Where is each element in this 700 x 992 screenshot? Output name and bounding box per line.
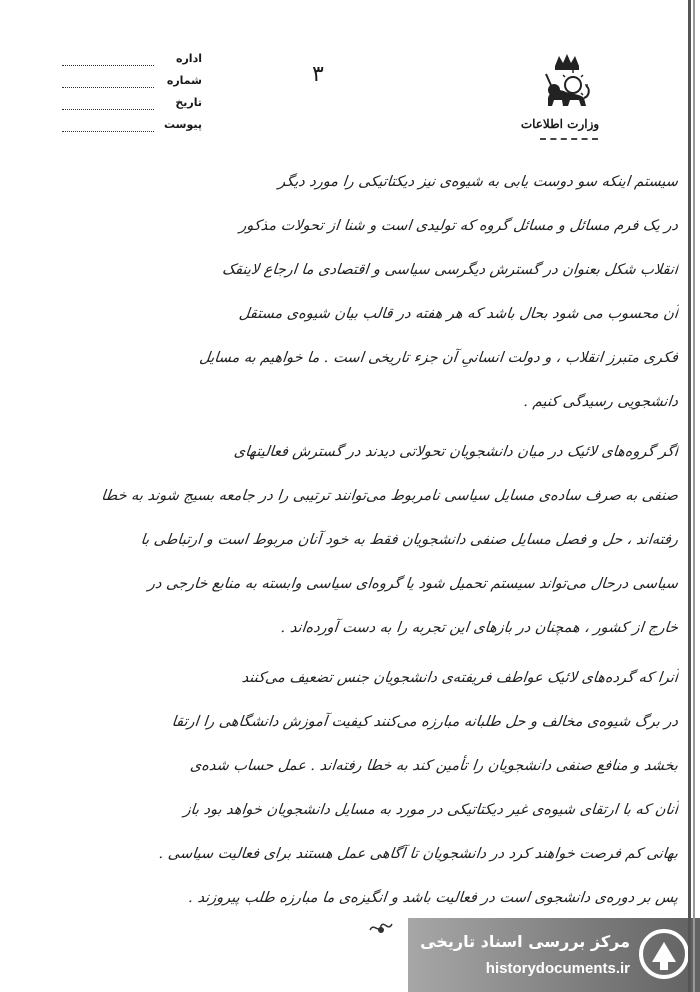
paragraph-3 [28,656,678,920]
text-line: بهانی کم فرصت خواهند کرد در دانشجویان تا آگاهی عمل هستند برای فعالیت سیاسی . [157,846,679,862]
text-line: آنرا که گرده‌های لائیک عواطف فریفته‌ی دانشجویان جنس تضعیف می‌کنند [241,670,679,686]
lion-and-sun-emblem-icon [540,52,594,112]
page-number: ۳ [312,62,324,87]
text-line: آن محسوب می شود بحال باشد که هر هفته در قالب بیان شیوه‌ی مستقل [238,306,679,322]
field-label: شماره [166,74,202,87]
text-line: رفته‌اند ، حل و فصل مسایل صنفی دانشجویان فقط به خود آنان مربوط است و ارتباطی با [139,532,679,548]
text-line: آنان که با ارتقای شیوه‌ی غیر دیکتاتیکی در مورد به مسایل دانشجویان خواهد بود باز [182,802,679,818]
field-date [62,96,202,118]
paragraph-1 [28,160,678,424]
scan-edge [682,0,700,992]
text-line: انقلاب شکل بعنوان در گسترش دیگرسی سیاسی و اقتصادی ما ارجاع لاینقک [221,262,679,278]
text-line: فکری متبرز انقلاب ، و دولت انسانیِ آن جزء تاریخی است . ما خواهیم به مسایل [198,350,679,366]
field-dotted-line [62,131,154,132]
text-line: در یک فرم مسائل و مسائل گروه که تولیدی است و شنا از تحولات مذکور [238,218,679,234]
field-dotted-line [62,87,154,88]
archive-url: historydocuments.ir [485,960,630,977]
text-line: بخشد و منافع صنفی دانشجویان را تأمین کند به خطا رفته‌اند . عمل حساب شده‌ی [189,758,679,774]
text-line: اگر گروه‌های لائیک در میان دانشجویان تحولاتی دیدند در گسترش فعالیتهای [233,444,679,460]
field-label: تاریخ [175,96,202,109]
text-line: خارج از کشور ، همچنان در بازهای این تجربه را به دست آورده‌اند . [279,620,679,636]
ministry-name: وزارت اطلاعات [520,117,600,131]
field-number [62,74,202,96]
text-line: پس بر دوره‌ی دانشجوی است در فعالیت باشد و انگیزه‌ی ما مبارزه طلب پیروزند . [187,890,679,906]
field-attachment [62,118,202,140]
ministry-underline [540,138,598,140]
text-line: صنفی به صرف ساده‌ی مسایل سیاسی نامربوط می‌توانند ترتیبی را در جامعه بسیج شوند به خطا [100,488,679,504]
archive-watermark [408,918,700,992]
field-department [62,52,202,74]
text-line: سیاسی درحال می‌تواند سیستم تحمیل شود یا گروه‌ای سیاسی وابسته به منابع خارجی در [147,576,679,592]
handwritten-body [28,160,678,920]
archive-title: مرکز بررسی اسناد تاریخی [420,932,630,951]
seal-mark-icon [368,918,394,936]
text-line: دانشجویی رسیدگی کنیم . [522,394,679,410]
field-label: پیوست [164,118,202,131]
text-line: در برگ شیوه‌ی مخالف و حل طلبانه مبارزه می‌کنند کیفیت آموزش دانشگاهی را ارتقا [170,714,679,730]
field-dotted-line [62,65,154,66]
header-fields [62,52,202,140]
text-line: سیستم اینکه سو دوست یابی به شیوه‌ی نیز دیکتاتیکی را مورد دیگر [277,174,679,190]
field-dotted-line [62,109,154,110]
field-label: اداره [175,52,202,65]
paragraph-2 [28,430,678,650]
